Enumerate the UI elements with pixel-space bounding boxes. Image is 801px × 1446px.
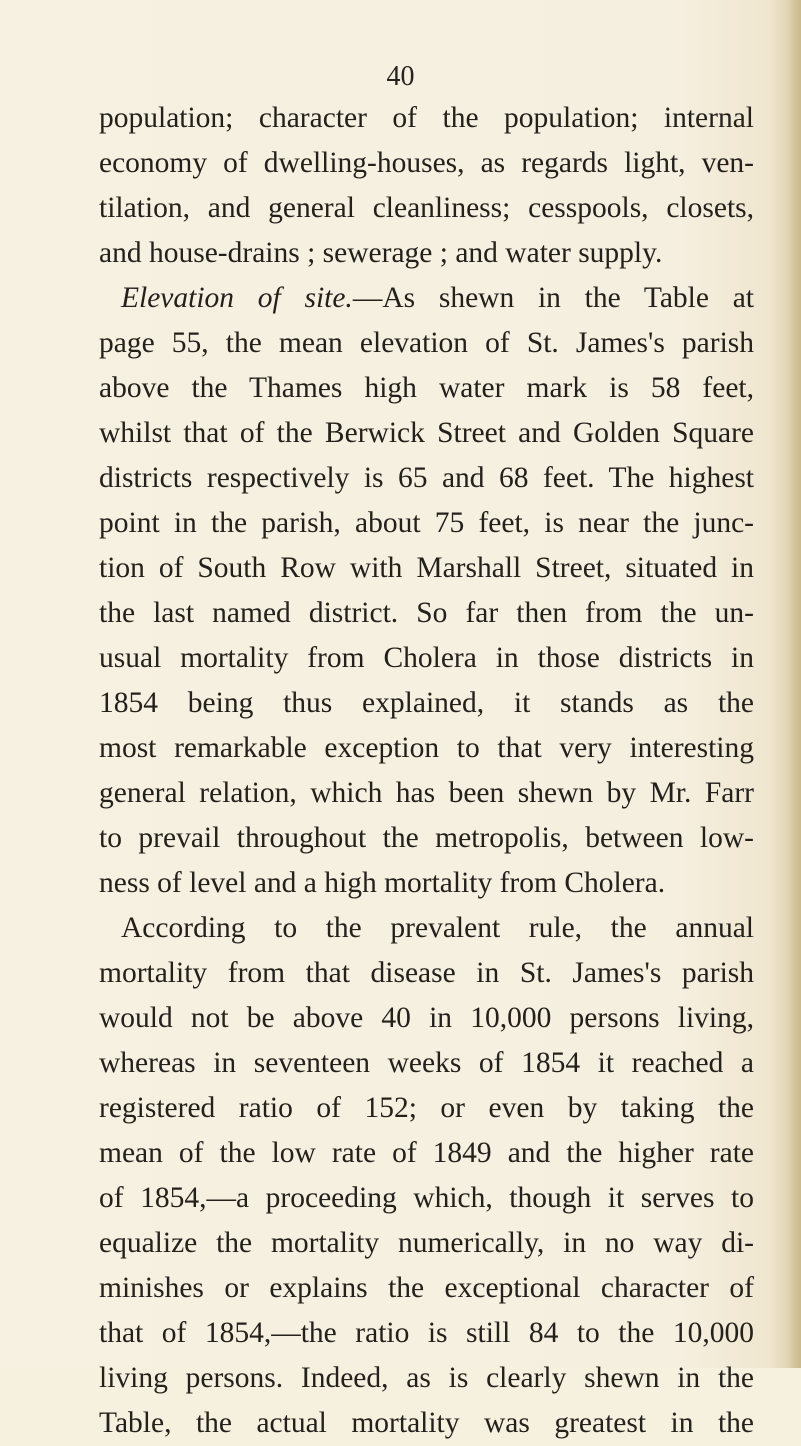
text-line: mean of the low rate of 1849 and the higher rate: [99, 1137, 754, 1169]
text-line: tilation, and general cleanliness; cesspools, closets,: [99, 192, 754, 224]
text-line: registered ratio of 152; or even by taking the: [99, 1092, 754, 1124]
text-line: would not be above 40 in 10,000 persons living,: [99, 1002, 754, 1034]
body-text: [99, 96, 754, 1446]
text-line: the last named district. So far then from the un-: [99, 597, 754, 629]
text-line: tion of South Row with Marshall Street, situated in: [99, 552, 754, 584]
text-line: general relation, which has been shewn by Mr. Farr: [99, 777, 754, 809]
text-line: Table, the actual mortality was greatest in the: [99, 1407, 754, 1439]
text-line: population; character of the population; internal: [99, 102, 754, 134]
text-line: mortality from that disease in St. James's parish: [99, 957, 754, 989]
text-line: point in the parish, about 75 feet, is near the junc-: [99, 507, 754, 539]
text-line: districts respectively is 65 and 68 feet. The highest: [99, 462, 754, 494]
text-line: minishes or explains the exceptional character of: [99, 1272, 754, 1304]
paragraph-end-line: ness of level and a high mortality from Cholera.: [99, 867, 666, 899]
page-edge-shadow: [787, 0, 801, 1368]
text-line: whilst that of the Berwick Street and Golden Square: [99, 417, 754, 449]
text-line: equalize the mortality numerically, in no way di-: [99, 1227, 754, 1259]
text-line: usual mortality from Cholera in those districts in: [99, 642, 754, 674]
text-line: whereas in seventeen weeks of 1854 it reached a: [99, 1047, 754, 1079]
text-line: that of 1854,—the ratio is still 84 to the 10,000: [99, 1317, 754, 1349]
section-heading-italic: Elevation of site.: [121, 282, 353, 314]
text-line: page 55, the mean elevation of St. James's parish: [99, 327, 754, 359]
section-heading-rest: —As shewn in the Table at: [352, 282, 754, 314]
text-line: 1854 being thus explained, it stands as the: [99, 687, 754, 719]
text-line: to prevail throughout the metropolis, between low-: [99, 822, 754, 854]
text-line: most remarkable exception to that very interesting: [99, 732, 754, 764]
paragraph-start-line: According to the prevalent rule, the annual: [121, 912, 754, 944]
text-line: of 1854,—a proceeding which, though it serves to: [99, 1182, 754, 1214]
text-line: above the Thames high water mark is 58 feet,: [99, 372, 754, 404]
section-heading-line: [99, 276, 754, 321]
text-line: living persons. Indeed, as is clearly shewn in the: [99, 1362, 754, 1394]
page-number: 40: [386, 61, 415, 92]
paragraph-end-line: and house-drains ; sewerage ; and water supply.: [99, 237, 663, 269]
text-line: economy of dwelling-houses, as regards light, ven-: [99, 147, 754, 179]
